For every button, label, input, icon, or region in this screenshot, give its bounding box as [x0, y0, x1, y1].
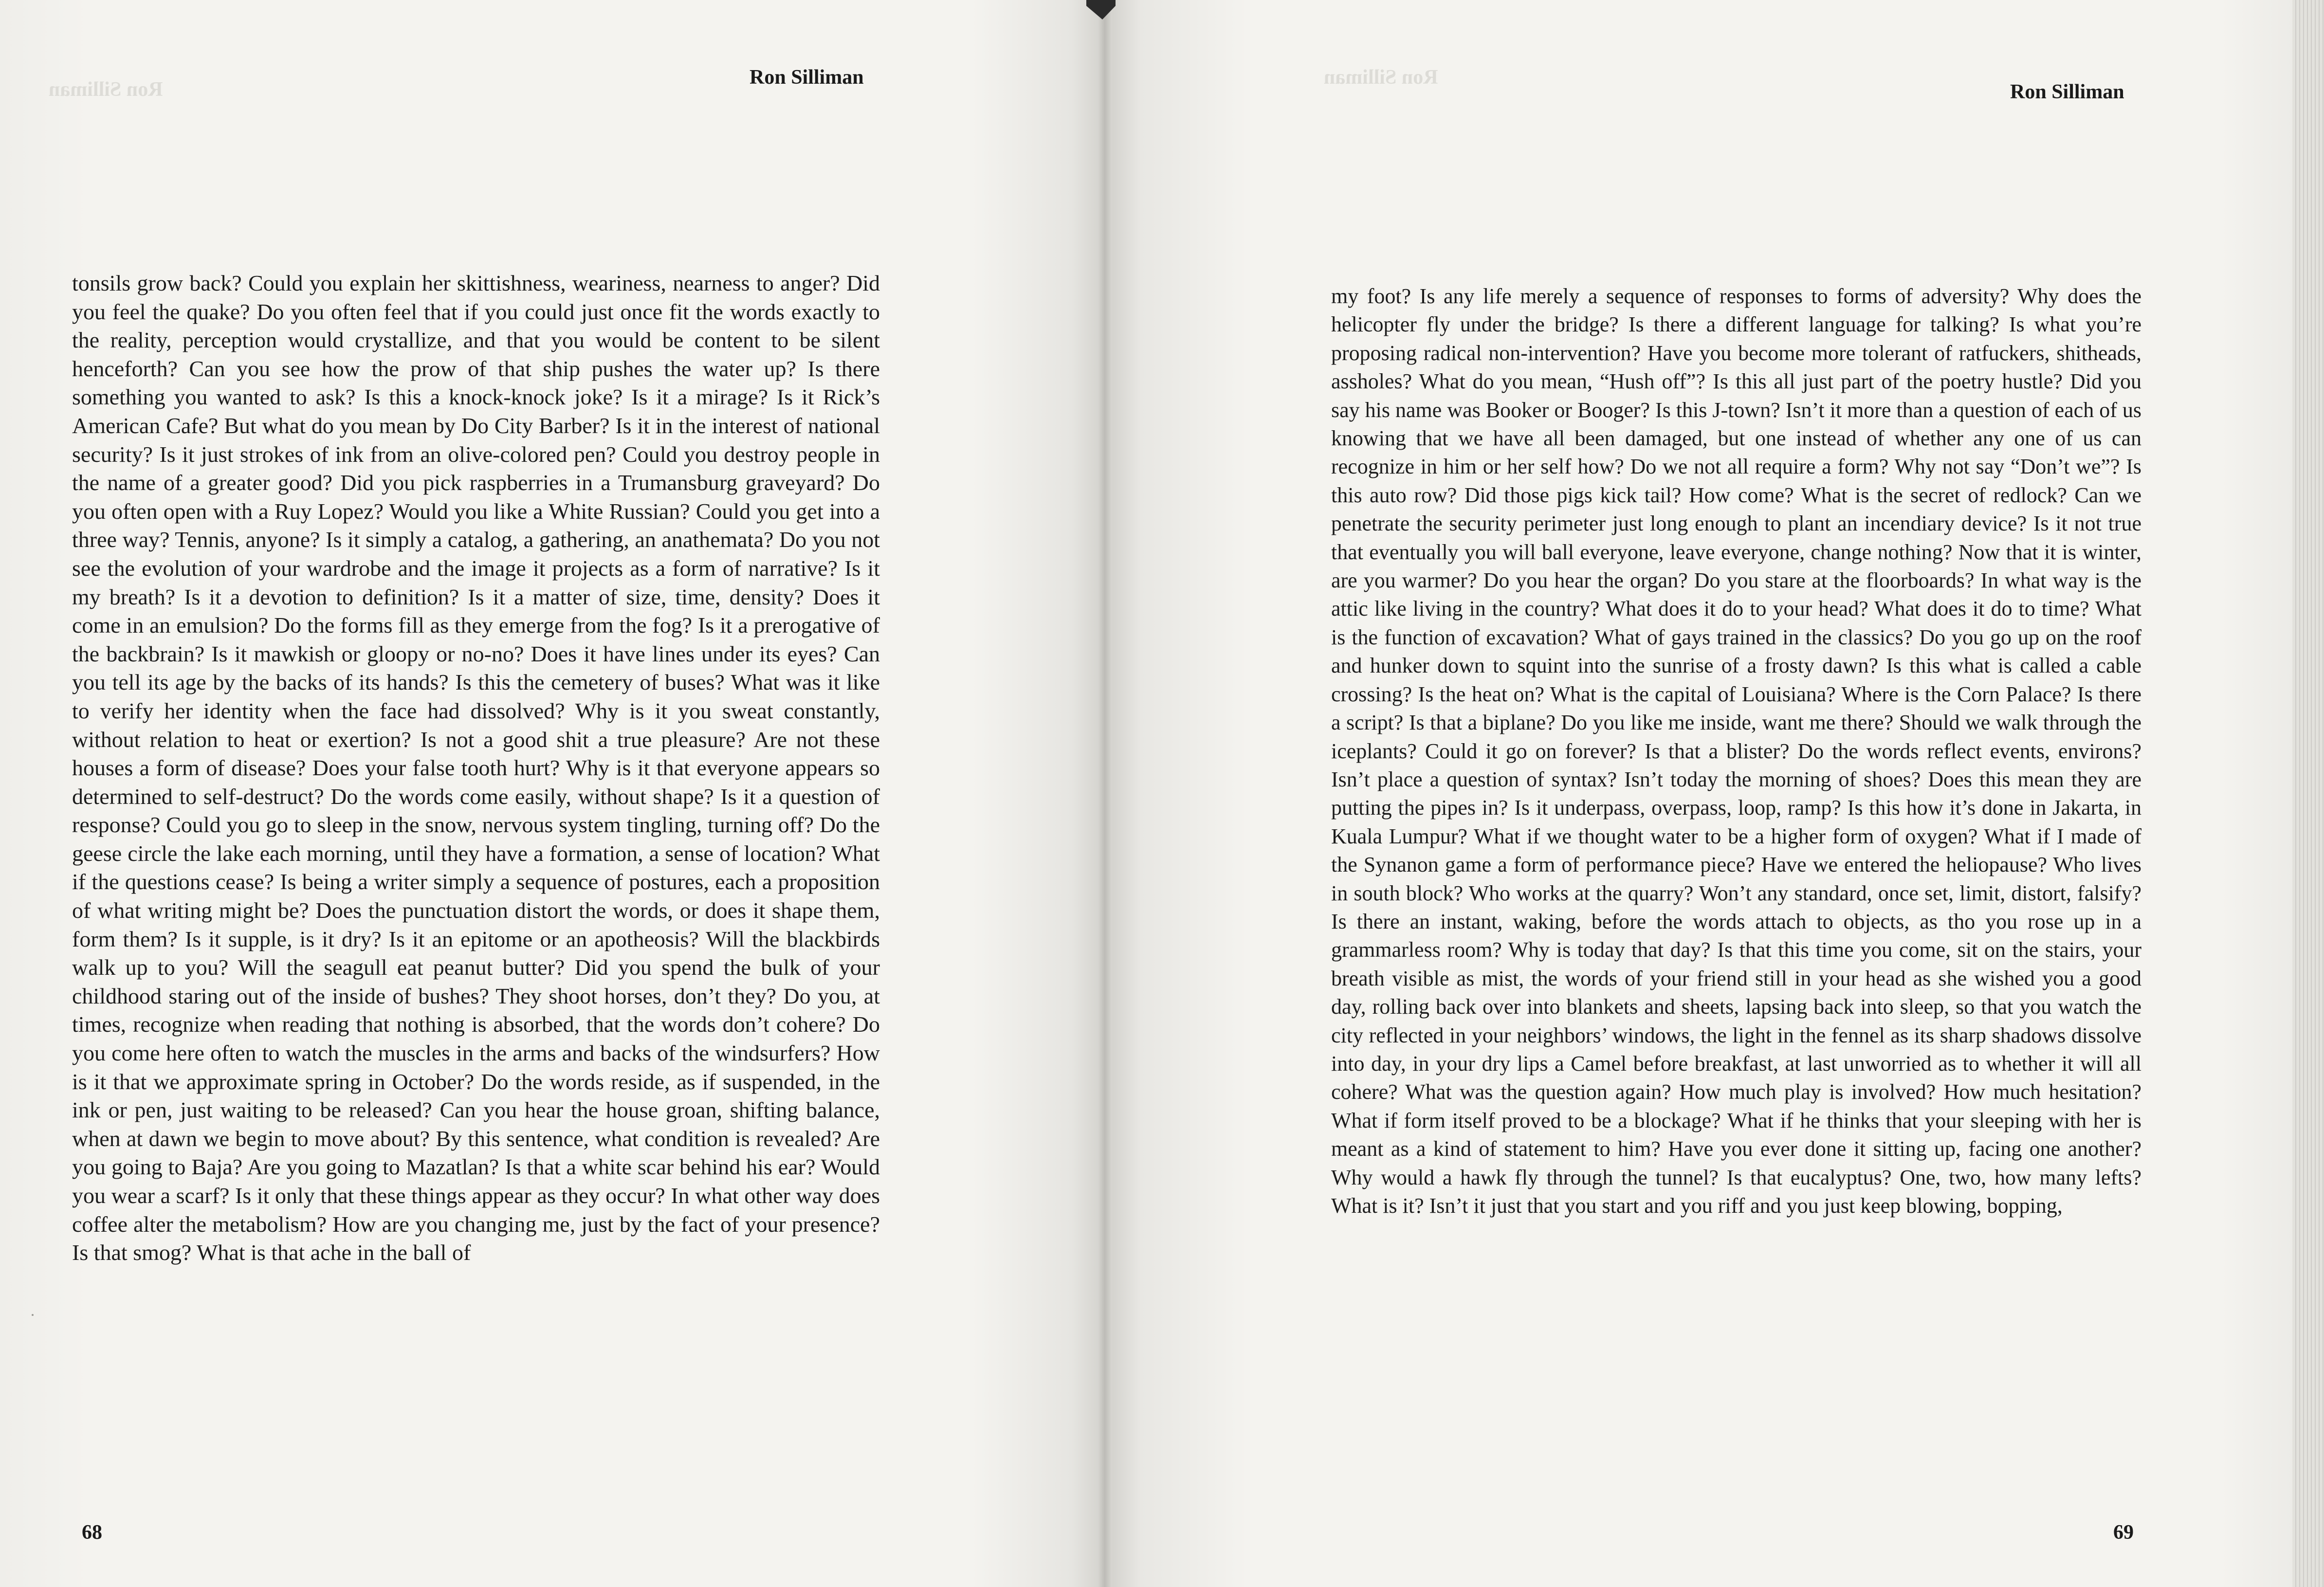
right-body-text: my foot? Is any life merely a sequence of responses to forms of adversity? Why does the helicopter fly under the bridge? Is there a different language for talking? Is what you’re proposing radical non-intervention? Have you become more tolerant of ratfuckers, shitheads, assholes? What do you mean, “Hush off”? Is this all just part of the poetry hustle? Did you say his name was Booker or Booger? Is this J-town? Isn’t it more than a question of each of us knowing that we have all been damaged, but one instead of whether any one of us can recognize in him or her self how? Do we not all require a form? Why not say “Don’t we”? Is this auto row? Did those pigs kick tail? How come? What is the secret of redlock? Can we penetrate the security perimeter just long enough to plant an incendiary device? Is it not true that eventually you will ball everyone, leave everyone, change nothing? Now that it is winter, are you warmer? Do you hear the organ? Do you stare at the floorboards? In what way is the attic like living in the country? What does it do to your head? What does it do to time? What is the function of excavation? What of gays trained in the classics? Do you go up on the roof and hunker down to squint into the sunrise of a frosty dawn? Is this what is called a cable crossing? Is the heat on? What is the capital of Louisiana? Where is the Corn Palace? Is there a script? Is that a biplane? Do you like me inside, want me there? Should we walk through the iceplants? Could it go on forever? Is that a blister? Do the words reflect events, environs? Isn’t place a question of syntax? Isn’t today the morning of shoes? Does this mean they are putting the pipes in? Is it underpass, overpass, loop, ramp? Is this how it’s done in Jakarta, in Kuala Lumpur? What if we thought water to be a higher form of oxygen? What if I made of the Synanon game a form of performance piece? Have we entered the heliopause? Who lives in south block? Who works at the quarry? Won’t any standard, once set, limit, distort, falsify? Is there an instant, waking, before the words attach to objects, as tho you rose up in a grammarless room? Why is today that day? Is that this time you come, sit on the stairs, your breath visible as mist, the words of your friend still in your head as she wished you a good day, rolling back over into blankets and sheets, lapsing back into sleep, so that you watch the city reflected in your neighbors’ windows, the light in the fennel as its sharp shadows dissolve into day, in your dry lips a Camel before breakfast, at last unworried as to whether it will all cohere? What was the question again? How much play is involved? How much hesitation? What if form itself proved to be a blockage? What if he thinks that your sleeping with her is meant as a kind of statement to him? Have you ever done it sitting up, facing one another? Why would a hawk fly through the tunnel? Is that eucalyptus? One, two, how many lefts? What is it? Isn’t it just that you start and you riff and you just keep blowing, bopping,: [1331, 284, 2141, 1218]
left-body-text: tonsils grow back? Could you explain her skittishness, weariness, nearness to anger? Did you feel the quake? Do you often feel that if you could just once fit the words exactly to the reality, perception would crystallize, and that you would be content to be silent henceforth? Can you see how the prow of that ship pushes the water up? Is there something you wanted to ask? Is this a knock-knock joke? Is it a mirage? Is it Rick’s American Cafe? But what do you mean by Do City Barber? Is it in the interest of national security? Is it just strokes of ink from an olive-colored pen? Could you destroy people in the name of a greater good? Did you pick raspberries in a Trumansburg graveyard? Do you often open with a Ruy Lopez? Would you like a White Russian? Could you get into a three way? Tennis, anyone? Is it simply a catalog, a gathering, an anathemata? Do you not see the evolution of your wardrobe and the image it projects as a form of narrative? Is it my breath? Is it a devotion to definition? Is it a matter of size, time, density? Does it come in an emulsion? Do the forms fill as they emerge from the fog? Is it a prerogative of the backbrain? Is it mawkish or gloopy or no-no? Does it have lines under its eyes? Can you tell its age by the backs of its hands? Is this the cemetery of buses? What was it like to verify her identity when the face had dissolved? Why is it you sweat constantly, without relation to heat or exertion? Is not a good shit a true pleasure? Are not these houses a form of disease? Does your false tooth hurt? Why is it that everyone appears so determined to self-destruct? Do the words come easily, without shape? Is it a question of response? Could you go to sleep in the snow, nervous system tingling, turning off? Do the geese circle the lake each morning, until they have a formation, a sense of location? What if the questions cease? Is being a writer simply a sequence of postures, each a proposition of what writing might be? Does the punctuation distort the words, or does it shape them, form them? Is it supple, is it dry? Is it an epitome or an apotheosis? Will the blackbirds walk up to you? Will the seagull eat peanut butter? Did you spend the bulk of your childhood staring out of the inside of bushes? They shoot horses, don’t they? Do you, at times, recognize when reading that nothing is absorbed, that the words don’t cohere? Do you come here often to watch the muscles in the arms and backs of the windsurfers? How is it that we approximate spring in October? Do the words reside, as if suspended, in the ink or pen, just waiting to be released? Can you hear the house groan, shifting balance, when at dawn we begin to move about? By this sentence, what condition is revealed? Are you going to Baja? Are you going to Mazatlan? Is that a white scar behind his ear? Would you wear a scarf? Is it only that these things appear as they occur? In what other way does coffee alter the metabolism? How are you changing me, just by the fact of your presence? Is that smog? What is that ache in the ball of: [72, 271, 880, 1265]
right-page-number: 69: [2113, 1521, 2134, 1544]
page-speck: [32, 1314, 34, 1316]
right-page: [1105, 0, 2292, 1587]
book-gutter: [1098, 0, 1112, 1587]
right-running-head: Ron Silliman: [2010, 81, 2124, 103]
page-stack-edge: [2292, 0, 2324, 1587]
left-running-head: Ron Silliman: [750, 66, 864, 89]
left-page-number: 68: [82, 1521, 102, 1544]
show-through-header: Ron Silliman: [49, 78, 163, 101]
show-through-header: Ron Silliman: [1324, 66, 1438, 89]
left-page: [0, 0, 1105, 1587]
